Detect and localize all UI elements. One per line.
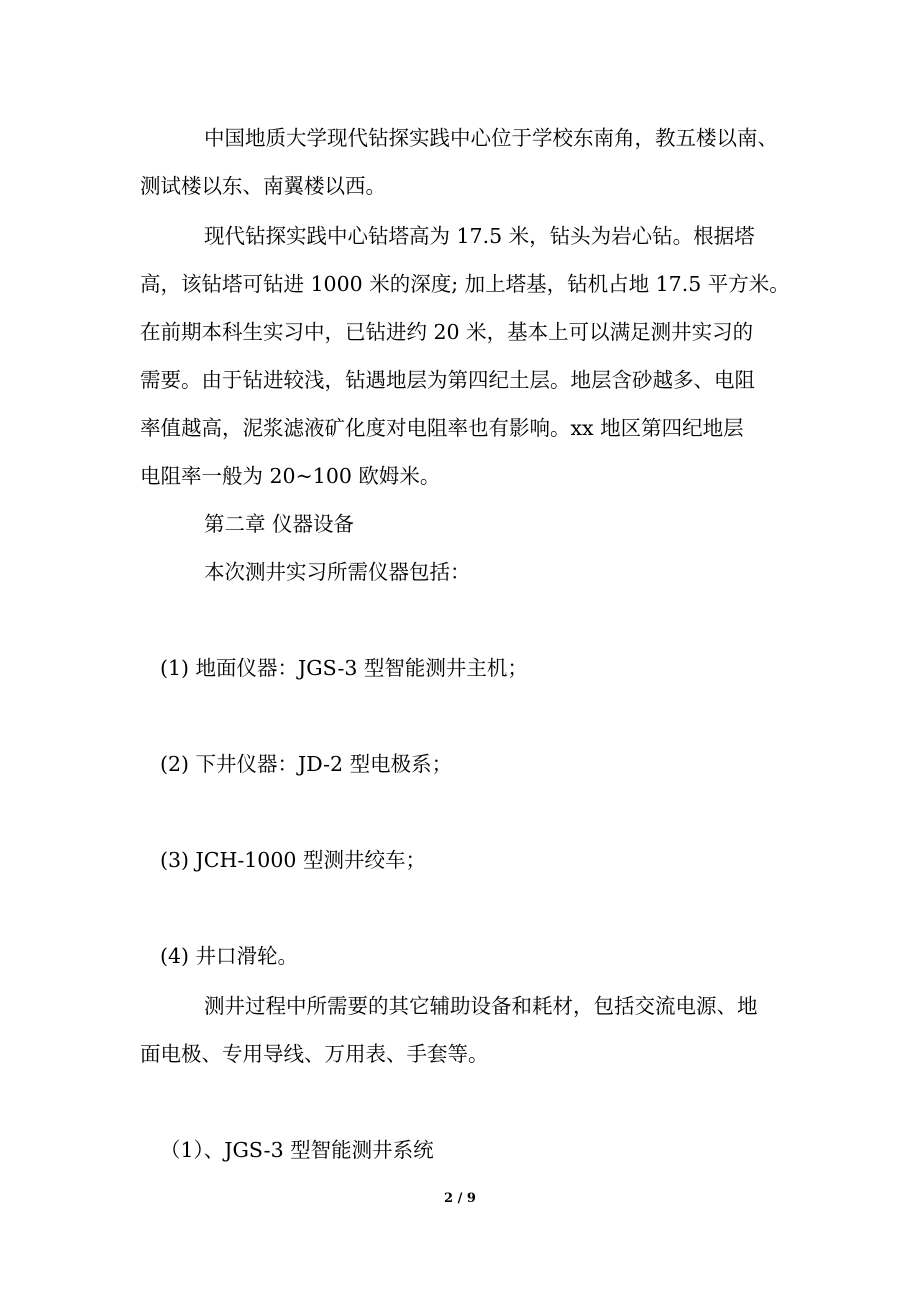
- instrument-list-item-2: (2) 下井仪器：JD-2 型电极系；: [160, 752, 453, 776]
- paragraph-1-line-1: 中国地质大学现代钻探实践中心位于学校东南角，教五楼以南、: [204, 126, 778, 150]
- instrument-list-item-1: (1) 地面仪器：JGS-3 型智能测井主机；: [160, 656, 528, 680]
- paragraph-2-line-1: 现代钻探实践中心钻塔高为 17.5 米，钻头为岩心钻。根据塔: [204, 224, 755, 248]
- paragraph-3-line-2: 面电极、专用导线、万用表、手套等。: [140, 1042, 489, 1066]
- paragraph-2-line-6: 电阻率一般为 20~100 欧姆米。: [140, 464, 441, 488]
- paragraph-3-line-1: 测井过程中所需要的其它辅助设备和耗材，包括交流电源、地: [204, 994, 758, 1018]
- instrument-intro: 本次测井实习所需仪器包括：: [204, 560, 471, 584]
- paragraph-1-line-2: 测试楼以东、南翼楼以西。: [140, 174, 386, 198]
- paragraph-2-line-3: 在前期本科生实习中，已钻进约 20 米，基本上可以满足测井实习的: [140, 320, 754, 344]
- paragraph-2-line-2: 高，该钻塔可钻进 1000 米的深度; 加上塔基，钻机占地 17.5 平方米。: [140, 272, 790, 296]
- section-subheading: （1）、JGS-3 型智能测井系统: [160, 1138, 434, 1162]
- instrument-list-item-4: (4) 井口滑轮。: [160, 944, 299, 968]
- paragraph-2-line-4: 需要。由于钻进较浅，钻遇地层为第四纪土层。地层含砂越多、电阻: [140, 368, 755, 392]
- paragraph-2-line-5: 率值越高，泥浆滤液矿化度对电阻率也有影响。xx 地区第四纪地层: [140, 416, 744, 440]
- chapter-heading: 第二章 仪器设备: [204, 512, 355, 536]
- instrument-list-item-3: (3) JCH-1000 型测井绞车；: [160, 848, 426, 872]
- page-number: 2 / 9: [444, 1191, 476, 1206]
